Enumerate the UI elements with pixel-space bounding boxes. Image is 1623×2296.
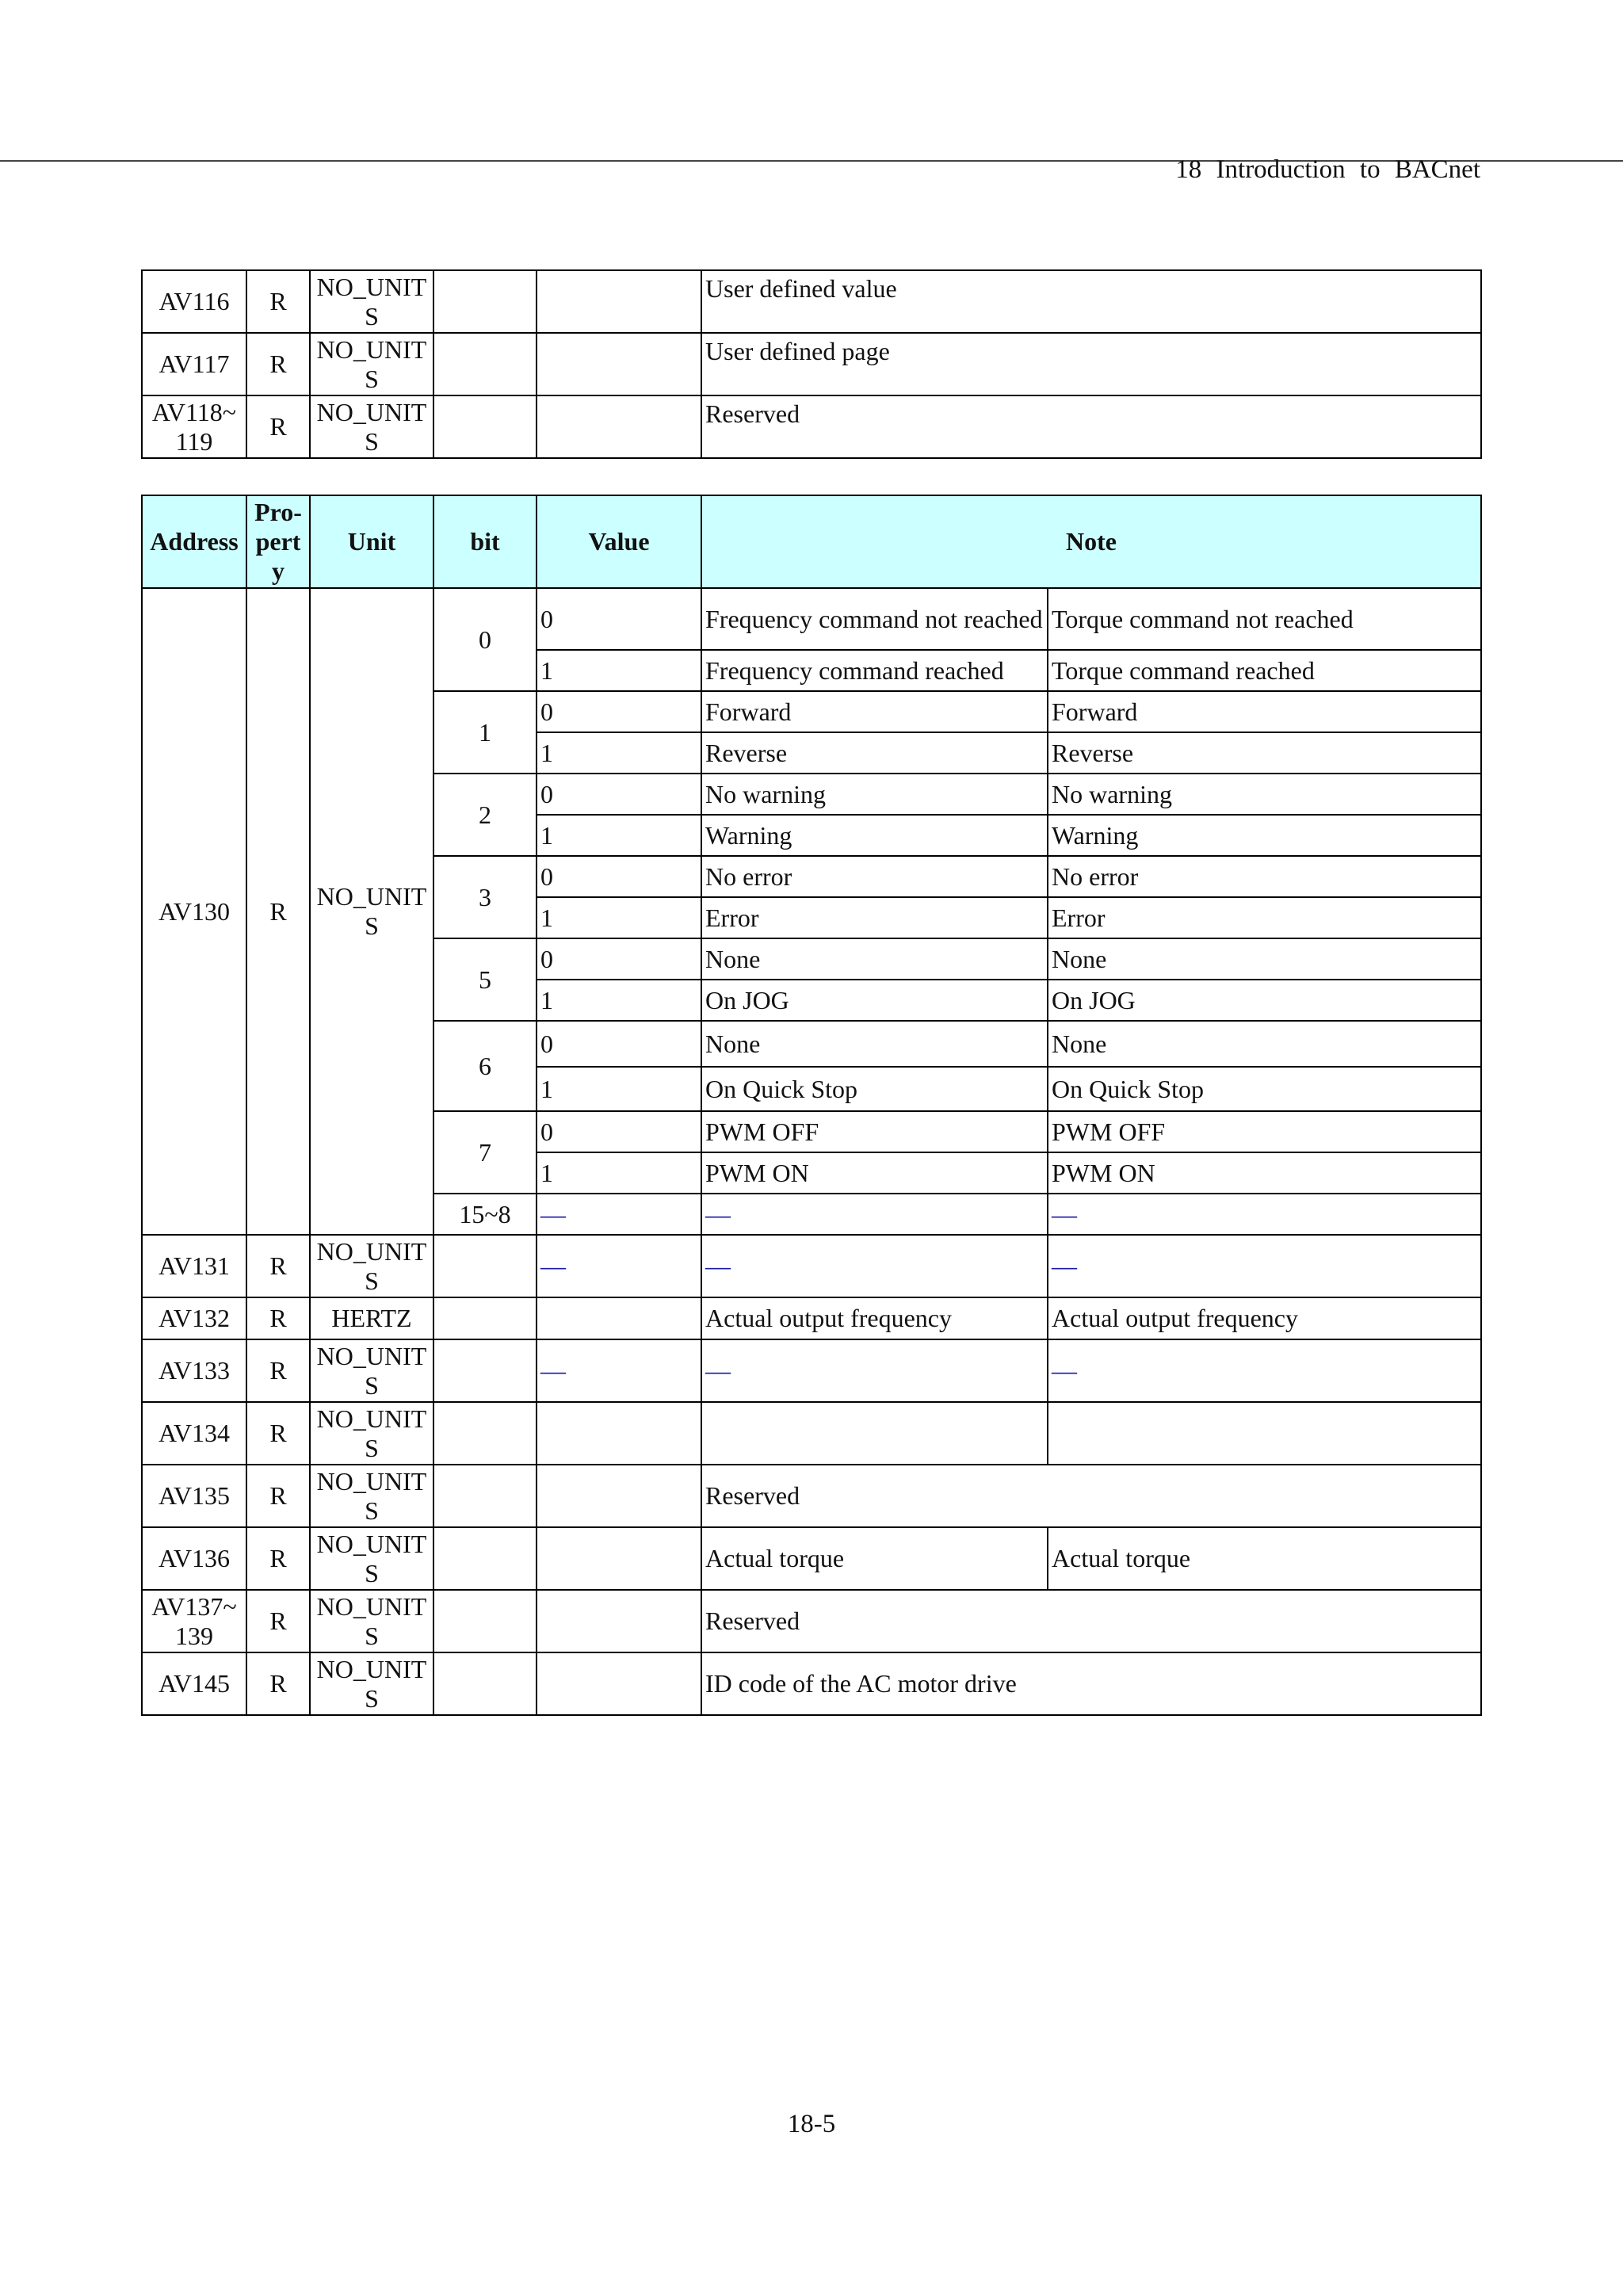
property-cell: R — [246, 1339, 310, 1402]
address-cell: AV130 — [142, 588, 246, 1235]
note-cell: Reserved — [701, 1590, 1481, 1652]
address-cell: AV118~ 119 — [142, 395, 246, 458]
bit-cell — [433, 1590, 537, 1652]
bit-cell — [433, 270, 537, 333]
unit-cell: NO_UNIT S — [310, 588, 433, 1235]
unit-cell: HERTZ — [310, 1297, 433, 1339]
bit-cell — [433, 1297, 537, 1339]
note-cell: PWM OFF — [1048, 1111, 1481, 1152]
value-cell — [537, 1402, 701, 1465]
unit-cell: NO_UNIT S — [310, 270, 433, 333]
note-cell: ID code of the AC motor drive — [701, 1652, 1481, 1715]
value-cell — [537, 1297, 701, 1339]
value-cell — [537, 1527, 701, 1590]
property-cell: R — [246, 333, 310, 395]
table-row — [142, 1402, 1481, 1465]
bit-cell — [433, 333, 537, 395]
value-cell: 0 — [537, 938, 701, 980]
bit-cell: 3 — [433, 856, 537, 938]
unit-cell: NO_UNIT S — [310, 395, 433, 458]
note-cell: No warning — [701, 774, 1048, 815]
bit-cell — [433, 1527, 537, 1590]
note-cell: None — [701, 938, 1048, 980]
note-cell: PWM ON — [701, 1152, 1048, 1194]
property-cell: R — [246, 1527, 310, 1590]
unit-cell: NO_UNIT S — [310, 1235, 433, 1297]
note-cell: — — [701, 1339, 1048, 1402]
note-cell: Forward — [701, 691, 1048, 732]
bit-cell — [433, 1402, 537, 1465]
value-cell: 0 — [537, 856, 701, 897]
address-cell: AV132 — [142, 1297, 246, 1339]
value-cell: 0 — [537, 1021, 701, 1067]
note-cell: None — [701, 1021, 1048, 1067]
note-cell: — — [1048, 1339, 1481, 1402]
value-cell: 1 — [537, 1152, 701, 1194]
bit-cell: 6 — [433, 1021, 537, 1111]
note-cell: Reverse — [701, 732, 1048, 774]
address-cell: AV116 — [142, 270, 246, 333]
bit-cell: 0 — [433, 588, 537, 691]
section-title: 18 Introduction to BACnet — [1175, 155, 1480, 184]
value-cell — [537, 270, 701, 333]
main-table — [141, 495, 1482, 1716]
value-cell: 0 — [537, 691, 701, 732]
note-cell: On JOG — [1048, 980, 1481, 1021]
note-cell: Actual output frequency — [701, 1297, 1048, 1339]
note-cell — [701, 1402, 1048, 1465]
table-row — [142, 1527, 1481, 1590]
note-cell: None — [1048, 1021, 1481, 1067]
note-cell: User defined page — [701, 333, 1481, 395]
bit-header: bit — [433, 495, 537, 588]
bit-cell — [433, 1465, 537, 1527]
property-cell: R — [246, 270, 310, 333]
table-row — [142, 333, 1481, 395]
bit-cell: 5 — [433, 938, 537, 1021]
note-cell: Actual output frequency — [1048, 1297, 1481, 1339]
unit-cell: NO_UNIT S — [310, 1527, 433, 1590]
address-cell: AV135 — [142, 1465, 246, 1527]
address-cell: AV133 — [142, 1339, 246, 1402]
value-cell: — — [537, 1194, 701, 1235]
note-cell: On Quick Stop — [701, 1067, 1048, 1111]
bit-cell: 2 — [433, 774, 537, 856]
unit-cell: NO_UNIT S — [310, 1652, 433, 1715]
table-row — [142, 1339, 1481, 1402]
note-cell: PWM ON — [1048, 1152, 1481, 1194]
bit-cell: 15~8 — [433, 1194, 537, 1235]
property-header: Pro- pert y — [246, 495, 310, 588]
note-cell: Torque command reached — [1048, 650, 1481, 691]
header-row — [142, 495, 1481, 588]
address-cell: AV136 — [142, 1527, 246, 1590]
bit-cell — [433, 1235, 537, 1297]
address-cell: AV134 — [142, 1402, 246, 1465]
value-cell: 1 — [537, 980, 701, 1021]
value-cell: 0 — [537, 774, 701, 815]
note-cell: Reverse — [1048, 732, 1481, 774]
unit-cell: NO_UNIT S — [310, 333, 433, 395]
bit-cell — [433, 395, 537, 458]
table-row — [142, 588, 1481, 650]
value-cell — [537, 1590, 701, 1652]
note-cell: None — [1048, 938, 1481, 980]
table-row — [142, 270, 1481, 333]
note-cell: On Quick Stop — [1048, 1067, 1481, 1111]
address-cell: AV117 — [142, 333, 246, 395]
note-cell: Warning — [1048, 815, 1481, 856]
table-row — [142, 1297, 1481, 1339]
value-cell — [537, 1465, 701, 1527]
page-number: 18-5 — [787, 2110, 836, 2138]
table-row — [142, 1652, 1481, 1715]
note-cell: — — [1048, 1235, 1481, 1297]
note-cell: Warning — [701, 815, 1048, 856]
value-cell: — — [537, 1339, 701, 1402]
address-cell: AV131 — [142, 1235, 246, 1297]
note-cell: — — [701, 1194, 1048, 1235]
property-cell: R — [246, 395, 310, 458]
note-cell — [1048, 1402, 1481, 1465]
property-cell: R — [246, 1235, 310, 1297]
address-header: Address — [142, 495, 246, 588]
note-cell: Actual torque — [701, 1527, 1048, 1590]
value-cell: 1 — [537, 897, 701, 938]
address-cell: AV137~ 139 — [142, 1590, 246, 1652]
note-cell: Reserved — [701, 1465, 1481, 1527]
property-cell: R — [246, 1297, 310, 1339]
address-cell: AV145 — [142, 1652, 246, 1715]
bit-cell — [433, 1652, 537, 1715]
unit-cell: NO_UNIT S — [310, 1402, 433, 1465]
note-cell: User defined value — [701, 270, 1481, 333]
note-header: Note — [701, 495, 1481, 588]
note-cell: No error — [1048, 856, 1481, 897]
note-cell: Torque command not reached — [1048, 588, 1481, 650]
note-cell: Reserved — [701, 395, 1481, 458]
property-cell: R — [246, 1402, 310, 1465]
note-cell: — — [701, 1235, 1048, 1297]
unit-header: Unit — [310, 495, 433, 588]
value-cell: 0 — [537, 1111, 701, 1152]
note-cell: Forward — [1048, 691, 1481, 732]
note-cell: Error — [701, 897, 1048, 938]
unit-cell: NO_UNIT S — [310, 1339, 433, 1402]
bit-cell: 7 — [433, 1111, 537, 1194]
note-cell: Actual torque — [1048, 1527, 1481, 1590]
value-cell — [537, 395, 701, 458]
bit-cell: 1 — [433, 691, 537, 774]
value-cell: 1 — [537, 650, 701, 691]
property-cell: R — [246, 588, 310, 1235]
note-cell: Frequency command not reached — [701, 588, 1048, 650]
value-cell: — — [537, 1235, 701, 1297]
property-cell: R — [246, 1652, 310, 1715]
property-cell: R — [246, 1465, 310, 1527]
value-cell: 1 — [537, 732, 701, 774]
note-cell: — — [1048, 1194, 1481, 1235]
value-cell: 0 — [537, 588, 701, 650]
value-cell: 1 — [537, 1067, 701, 1111]
bit-cell — [433, 1339, 537, 1402]
table-row — [142, 1590, 1481, 1652]
top-table — [141, 269, 1482, 459]
note-cell: On JOG — [701, 980, 1048, 1021]
table-row — [142, 395, 1481, 458]
note-cell: Error — [1048, 897, 1481, 938]
property-cell: R — [246, 1590, 310, 1652]
note-cell: No error — [701, 856, 1048, 897]
value-cell — [537, 1652, 701, 1715]
note-cell: PWM OFF — [701, 1111, 1048, 1152]
table-row — [142, 1465, 1481, 1527]
unit-cell: NO_UNIT S — [310, 1465, 433, 1527]
value-header: Value — [537, 495, 701, 588]
value-cell: 1 — [537, 815, 701, 856]
note-cell: No warning — [1048, 774, 1481, 815]
note-cell: Frequency command reached — [701, 650, 1048, 691]
value-cell — [537, 333, 701, 395]
table-row — [142, 1235, 1481, 1297]
unit-cell: NO_UNIT S — [310, 1590, 433, 1652]
